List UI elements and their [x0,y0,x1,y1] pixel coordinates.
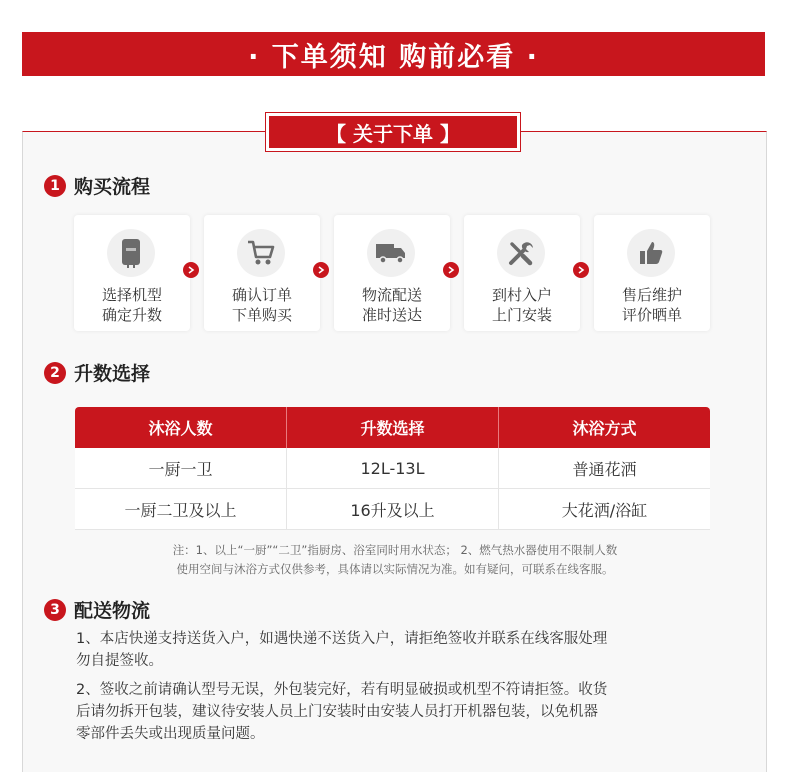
chevron-right-icon [313,262,329,278]
tools-icon [497,229,545,277]
delivery-truck-icon [367,229,415,277]
para-2-line-1: 2、签收之前请确认型号无误，外包装完好，若有明显破损或机型不符请拒签。收货 [76,682,608,698]
step-5-line2: 评价晒单 [621,306,682,324]
table-header-cell: 沐浴方式 [498,407,710,448]
table-cell: 一厨二卫及以上 [124,500,237,520]
table-cell: 一厨一卫 [148,459,213,479]
step-card-confirm-order [204,215,320,331]
section-2-title: 升数选择 [74,363,151,385]
shopping-cart-icon [237,229,285,277]
table-header-cell: 沐浴人数 [148,419,213,438]
step-4-line2: 上门安装 [491,306,552,324]
para-2-line-2: 后请勿拆开包装，建议待安装人员上门安装时由安装人员打开机器包装，以免机器 [76,704,598,720]
delivery-paragraph-1 [76,628,726,672]
section-tab [266,113,520,151]
table-cell: 12L-13L [286,448,498,488]
para-1-line-1: 1、本店快递支持送货入户，如遇快递不送货入户，请拒绝签收并联系在线客服处理 [76,631,608,647]
section-tab-label: 【 关于下单 】 [326,121,460,146]
step-2-line2: 下单购买 [231,306,292,324]
step-card-delivery [334,215,450,331]
table-header [75,407,710,448]
section-2-heading [44,359,150,386]
step-5-line1: 售后维护 [621,286,682,304]
step-2-line1: 确认订单 [231,286,292,304]
table-cell: 大花洒/浴缸 [498,489,710,529]
capacity-table [75,407,710,530]
section-1-number: 1 [44,175,66,197]
table-header-cell: 升数选择 [286,407,498,448]
step-4-line1: 到村入户 [491,286,552,304]
section-3-heading [44,596,150,623]
step-card-after-sales [594,215,710,331]
notice-banner [22,32,765,76]
section-3-title: 配送物流 [74,600,151,622]
delivery-paragraph-2 [76,679,726,745]
section-3-number: 3 [44,599,66,621]
chevron-right-icon [443,262,459,278]
step-1-line2: 确定升数 [101,306,162,324]
section-1-heading [44,172,150,199]
step-card-installation [464,215,580,331]
table-cell: 普通花洒 [498,448,710,488]
step-1-line1: 选择机型 [101,286,162,304]
note-line-2: 使用空间与沐浴方式仅供参考，具体请以实际情况为准。如有疑问，可联系在线客服。 [176,562,614,576]
step-3-line1: 物流配送 [361,286,422,304]
chevron-right-icon [573,262,589,278]
para-1-line-2: 勿自提签收。 [76,653,163,669]
banner-title: · 下单须知 购前必看 · [248,41,539,73]
note-line-1: 注：1、以上“一厨”“二卫”指厨房、浴室同时用水状态； 2、燃气热水器使用不限制人数 [172,543,618,557]
thumbs-up-icon [627,229,675,277]
table-row [75,489,710,530]
table-row [75,448,710,489]
step-3-line2: 准时送达 [361,306,422,324]
step-card-select-model [74,215,190,331]
para-2-line-3: 零部件丢失或出现质量问题。 [76,726,265,742]
section-2-number: 2 [44,362,66,384]
section-1-title: 购买流程 [74,176,151,198]
table-cell: 16升及以上 [286,489,498,529]
table-note [100,541,690,579]
chevron-right-icon [183,262,199,278]
water-heater-icon [107,229,155,277]
